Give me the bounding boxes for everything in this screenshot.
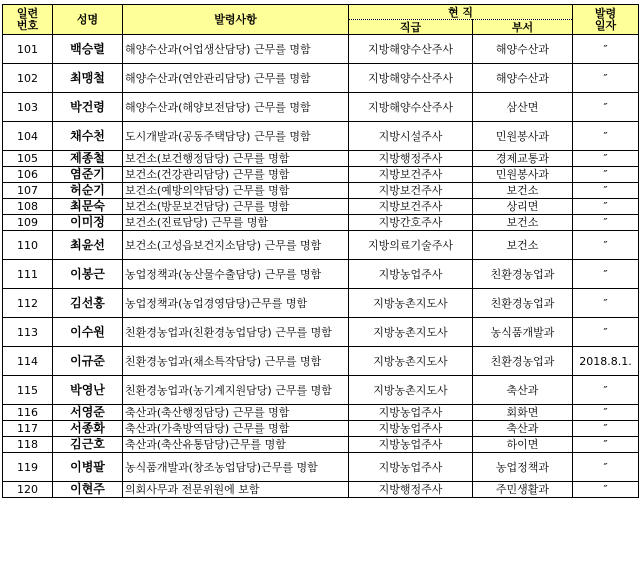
cell-date: ″: [573, 437, 639, 453]
table-row: [3, 437, 639, 453]
cell-no: 115: [3, 376, 53, 405]
header-name: 성명: [53, 5, 123, 35]
cell-no: 117: [3, 421, 53, 437]
cell-no: 103: [3, 93, 53, 122]
cell-duty: 의회사무과 전문위원에 보함: [123, 482, 349, 498]
cell-dept: 친환경농업과: [473, 289, 573, 318]
cell-duty: 축산과(축산유통담당)근무를 명함: [123, 437, 349, 453]
cell-dept: 주민생활과: [473, 482, 573, 498]
cell-date: ″: [573, 260, 639, 289]
cell-duty: 친환경농업과(친환경농업담당) 근무를 명함: [123, 318, 349, 347]
cell-grade: 지방해양수산주사: [349, 93, 473, 122]
cell-name: 이규준: [53, 347, 123, 376]
cell-duty: 보건소(건강관리담당) 근무를 명함: [123, 167, 349, 183]
cell-no: 106: [3, 167, 53, 183]
cell-grade: 지방행정주사: [349, 482, 473, 498]
personnel-table: [2, 4, 639, 498]
table-row: [3, 231, 639, 260]
cell-no: 111: [3, 260, 53, 289]
cell-dept: 해양수산과: [473, 35, 573, 64]
table-row: [3, 122, 639, 151]
cell-grade: 지방행정주사: [349, 151, 473, 167]
cell-name: 서영준: [53, 405, 123, 421]
cell-dept: 농업정책과: [473, 453, 573, 482]
cell-date: ″: [573, 405, 639, 421]
cell-name: 최문숙: [53, 199, 123, 215]
cell-name: 허순기: [53, 183, 123, 199]
cell-date: ″: [573, 35, 639, 64]
table-row: [3, 260, 639, 289]
cell-duty: 해양수산과(어업생산담당) 근무를 명함: [123, 35, 349, 64]
cell-dept: 삼산면: [473, 93, 573, 122]
table-row: [3, 376, 639, 405]
cell-no: 109: [3, 215, 53, 231]
cell-no: 110: [3, 231, 53, 260]
cell-dept: 보건소: [473, 215, 573, 231]
cell-no: 116: [3, 405, 53, 421]
cell-date: ″: [573, 151, 639, 167]
table-row: [3, 199, 639, 215]
table-row: [3, 482, 639, 498]
cell-name: 김근호: [53, 437, 123, 453]
cell-no: 120: [3, 482, 53, 498]
cell-date: ″: [573, 453, 639, 482]
cell-grade: 지방간호주사: [349, 215, 473, 231]
cell-grade: 지방해양수산주사: [349, 64, 473, 93]
table-row: [3, 215, 639, 231]
cell-duty: 축산과(축산행정담당) 근무를 명함: [123, 405, 349, 421]
cell-no: 107: [3, 183, 53, 199]
cell-date: ″: [573, 122, 639, 151]
cell-no: 104: [3, 122, 53, 151]
cell-no: 112: [3, 289, 53, 318]
cell-grade: 지방농업주사: [349, 405, 473, 421]
cell-date: ″: [573, 199, 639, 215]
cell-name: 이병팔: [53, 453, 123, 482]
cell-duty: 친환경농업과(농기계지원담당) 근무를 명함: [123, 376, 349, 405]
cell-date: ″: [573, 231, 639, 260]
cell-name: 이봉근: [53, 260, 123, 289]
cell-duty: 보건소(방문보건담당) 근무를 명함: [123, 199, 349, 215]
cell-date: ″: [573, 421, 639, 437]
cell-no: 113: [3, 318, 53, 347]
cell-grade: 지방보건주사: [349, 183, 473, 199]
cell-duty: 보건소(고성읍보건지소담당) 근무를 명함: [123, 231, 349, 260]
cell-duty: 농식품개발과(창조농업담당)근무를 명함: [123, 453, 349, 482]
cell-name: 백승렬: [53, 35, 123, 64]
cell-no: 101: [3, 35, 53, 64]
cell-grade: 지방시설주사: [349, 122, 473, 151]
table-row: [3, 35, 639, 64]
table-row: [3, 167, 639, 183]
cell-grade: 지방농업주사: [349, 421, 473, 437]
cell-grade: 지방농촌지도사: [349, 376, 473, 405]
table-row: [3, 64, 639, 93]
cell-grade: 지방농촌지도사: [349, 289, 473, 318]
cell-no: 118: [3, 437, 53, 453]
cell-dept: 민원봉사과: [473, 167, 573, 183]
cell-date: ″: [573, 376, 639, 405]
cell-dept: 회화면: [473, 405, 573, 421]
cell-dept: 상리면: [473, 199, 573, 215]
cell-grade: 지방농촌지도사: [349, 318, 473, 347]
table-row: [3, 405, 639, 421]
cell-date: ″: [573, 482, 639, 498]
cell-grade: 지방보건주사: [349, 199, 473, 215]
cell-dept: 보건소: [473, 231, 573, 260]
cell-dept: 경제교통과: [473, 151, 573, 167]
cell-name: 박영난: [53, 376, 123, 405]
cell-duty: 해양수산과(해양보전담당) 근무를 명함: [123, 93, 349, 122]
cell-grade: 지방농촌지도사: [349, 347, 473, 376]
cell-grade: 지방보건주사: [349, 167, 473, 183]
cell-date: ″: [573, 167, 639, 183]
cell-name: 제종철: [53, 151, 123, 167]
table-body: [3, 35, 639, 498]
cell-no: 114: [3, 347, 53, 376]
cell-duty: 농업정책과(농업경영담당)근무를 명함: [123, 289, 349, 318]
table-header: [3, 5, 639, 35]
cell-name: 이미정: [53, 215, 123, 231]
cell-date: ″: [573, 215, 639, 231]
cell-name: 염준기: [53, 167, 123, 183]
cell-duty: 보건소(보건행정담당) 근무를 명함: [123, 151, 349, 167]
cell-no: 105: [3, 151, 53, 167]
cell-grade: 지방농업주사: [349, 437, 473, 453]
table-row: [3, 289, 639, 318]
cell-name: 이현주: [53, 482, 123, 498]
header-dept: 부서: [473, 20, 573, 35]
header-no: 일련 번호: [3, 5, 53, 35]
table-row: [3, 421, 639, 437]
cell-date: ″: [573, 318, 639, 347]
cell-date: ″: [573, 93, 639, 122]
cell-name: 최윤선: [53, 231, 123, 260]
cell-name: 이수원: [53, 318, 123, 347]
table-row: [3, 183, 639, 199]
cell-date: ″: [573, 64, 639, 93]
header-current: 현 직: [349, 5, 573, 20]
cell-grade: 지방농업주사: [349, 260, 473, 289]
cell-duty: 해양수산과(연안관리담당) 근무를 명함: [123, 64, 349, 93]
cell-name: 최맹철: [53, 64, 123, 93]
cell-dept: 해양수산과: [473, 64, 573, 93]
cell-dept: 축산과: [473, 376, 573, 405]
cell-no: 119: [3, 453, 53, 482]
cell-date: 2018.8.1.: [573, 347, 639, 376]
cell-duty: 도시개발과(공동주택담당) 근무를 명함: [123, 122, 349, 151]
header-duty: 발령사항: [123, 5, 349, 35]
cell-duty: 친환경농업과(채소특작담당) 근무를 명함: [123, 347, 349, 376]
cell-dept: 친환경농업과: [473, 260, 573, 289]
table-row: [3, 93, 639, 122]
cell-grade: 지방의료기술주사: [349, 231, 473, 260]
cell-dept: 보건소: [473, 183, 573, 199]
cell-duty: 보건소(예방의약담당) 근무를 명함: [123, 183, 349, 199]
cell-name: 채수천: [53, 122, 123, 151]
cell-name: 박건령: [53, 93, 123, 122]
table-row: [3, 318, 639, 347]
cell-dept: 친환경농업과: [473, 347, 573, 376]
cell-name: 서종화: [53, 421, 123, 437]
cell-grade: 지방농업주사: [349, 453, 473, 482]
table-row: [3, 151, 639, 167]
cell-dept: 하이면: [473, 437, 573, 453]
cell-name: 김선홍: [53, 289, 123, 318]
cell-no: 102: [3, 64, 53, 93]
cell-duty: 보건소(진료담당) 근무를 명함: [123, 215, 349, 231]
cell-no: 108: [3, 199, 53, 215]
cell-dept: 축산과: [473, 421, 573, 437]
cell-date: ″: [573, 289, 639, 318]
header-date: 발령 일자: [573, 5, 639, 35]
cell-grade: 지방해양수산주사: [349, 35, 473, 64]
table-row: [3, 347, 639, 376]
cell-duty: 축산과(가축방역담당) 근무를 명함: [123, 421, 349, 437]
table-row: [3, 453, 639, 482]
cell-duty: 농업정책과(농산물수출담당) 근무를 명함: [123, 260, 349, 289]
header-grade: 직급: [349, 20, 473, 35]
cell-dept: 민원봉사과: [473, 122, 573, 151]
cell-dept: 농식품개발과: [473, 318, 573, 347]
cell-date: ″: [573, 183, 639, 199]
